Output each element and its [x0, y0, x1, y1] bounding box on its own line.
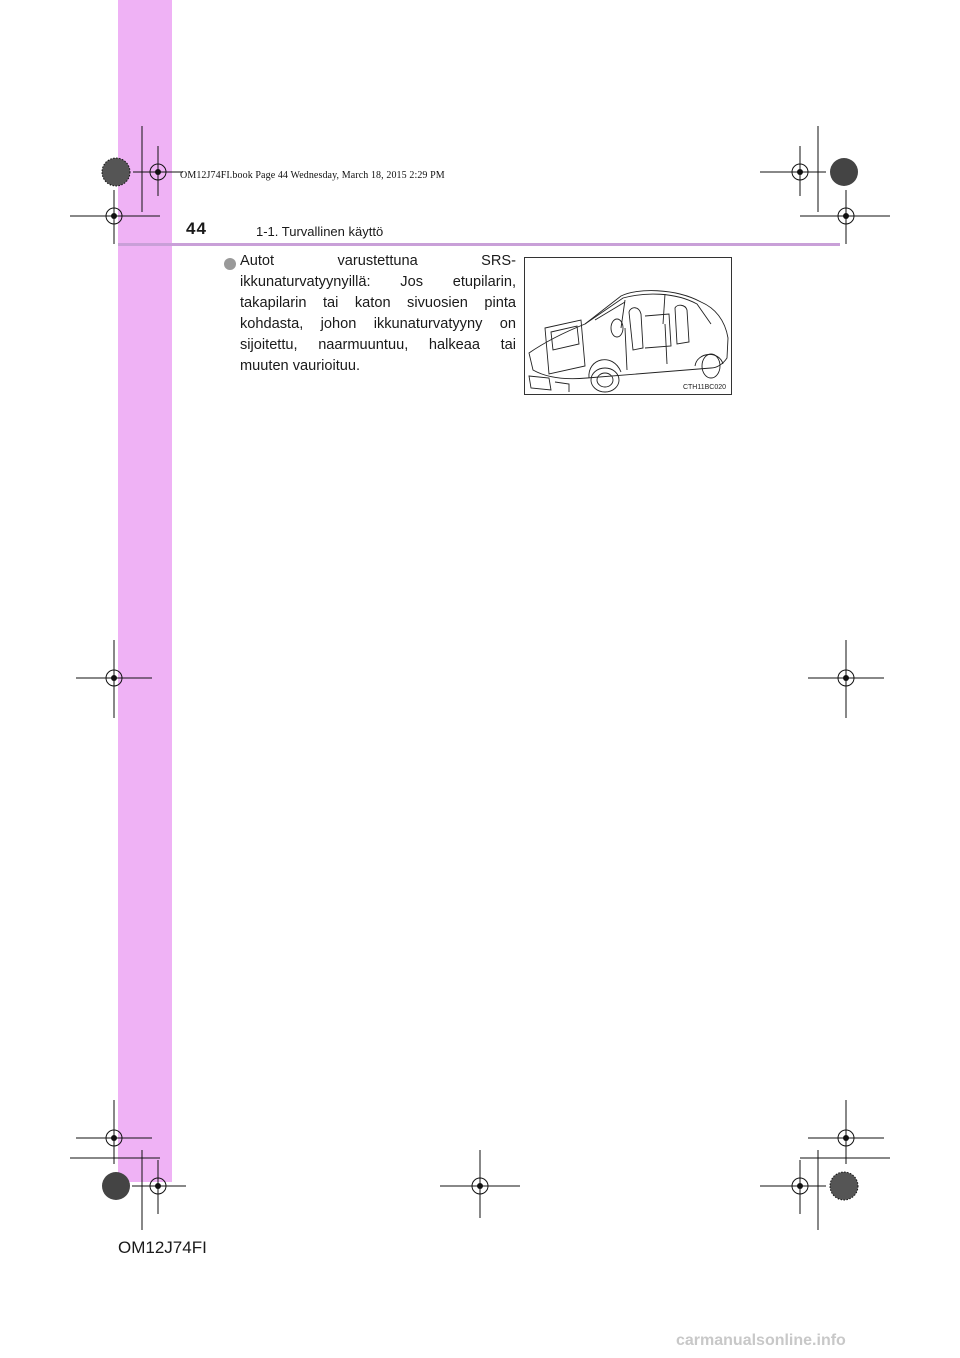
bullet-text: Autot varustettuna SRS-ikkunaturvatyynyillä: Jos etupilarin, takapilarin tai katon sivuosien pinta kohdasta, johon ikkunaturvatyyny on sijoitettu, naarmuuntuu, halkeaa tai muuten vaurioituu. [240, 253, 516, 374]
figure-code: CTH11BC020 [682, 384, 726, 391]
watermark: carmanualsonline.info [676, 1332, 846, 1349]
book-info: OM12J74FI.book Page 44 Wednesday, March 18, 2015 2:29 PM [180, 170, 445, 181]
page-number: 44 [186, 219, 207, 238]
footer-doc-code: OM12J74FI [118, 1238, 207, 1257]
section-title: 1-1. Turvallinen käyttö [256, 224, 384, 239]
